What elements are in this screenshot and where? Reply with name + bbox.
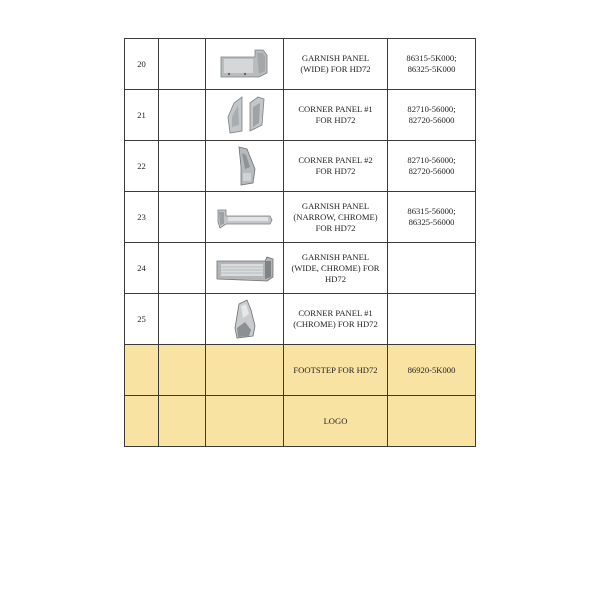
part-image-cell <box>206 192 284 243</box>
row-number <box>125 345 159 396</box>
blank-cell <box>159 396 206 447</box>
garnish-panel-wide-icon <box>215 47 275 81</box>
part-image-cell <box>206 345 284 396</box>
table-row <box>125 243 476 294</box>
row-number: 24 <box>125 243 159 294</box>
table-row <box>125 294 476 345</box>
row-number: 20 <box>125 39 159 90</box>
part-code <box>388 243 476 294</box>
garnish-panel-narrow-chrome-icon <box>214 204 276 230</box>
part-code: 86315-5K000; 86325-5K000 <box>388 39 476 90</box>
blank-cell <box>159 90 206 141</box>
part-code: 82710-56000; 82720-56000 <box>388 90 476 141</box>
part-code: 82710-56000; 82720-56000 <box>388 141 476 192</box>
part-image-cell <box>206 243 284 294</box>
table-row <box>125 90 476 141</box>
part-name: GARNISH PANEL (WIDE, CHROME) FOR HD72 <box>284 243 388 294</box>
part-image-cell <box>206 396 284 447</box>
table-row <box>125 345 476 396</box>
part-name: CORNER PANEL #2 FOR HD72 <box>284 141 388 192</box>
table-row <box>125 141 476 192</box>
blank-cell <box>159 345 206 396</box>
part-code: 86315-56000; 86325-56000 <box>388 192 476 243</box>
row-number: 25 <box>125 294 159 345</box>
table-row <box>125 192 476 243</box>
part-code <box>388 396 476 447</box>
row-number: 21 <box>125 90 159 141</box>
part-name: GARNISH PANEL (NARROW, CHROME) FOR HD72 <box>284 192 388 243</box>
corner-panel-2-icon <box>225 145 265 187</box>
part-image-cell <box>206 294 284 345</box>
row-number: 22 <box>125 141 159 192</box>
part-image-cell <box>206 141 284 192</box>
row-number: 23 <box>125 192 159 243</box>
corner-panel-1-icon <box>220 95 270 135</box>
blank-cell <box>159 39 206 90</box>
garnish-panel-wide-chrome-icon <box>213 253 277 283</box>
blank-cell <box>159 192 206 243</box>
part-name: GARNISH PANEL (WIDE) FOR HD72 <box>284 39 388 90</box>
part-code: 86920-5K000 <box>388 345 476 396</box>
part-name: FOOTSTEP FOR HD72 <box>284 345 388 396</box>
corner-panel-chrome-icon <box>225 298 265 340</box>
blank-cell <box>159 141 206 192</box>
part-name: CORNER PANEL #1 (CHROME) FOR HD72 <box>284 294 388 345</box>
table-row <box>125 396 476 447</box>
blank-cell <box>159 243 206 294</box>
parts-table <box>124 38 476 447</box>
blank-cell <box>159 294 206 345</box>
part-image-cell <box>206 90 284 141</box>
table-row <box>125 39 476 90</box>
part-image-cell <box>206 39 284 90</box>
part-name: CORNER PANEL #1 FOR HD72 <box>284 90 388 141</box>
part-name: LOGO <box>284 396 388 447</box>
row-number <box>125 396 159 447</box>
part-code <box>388 294 476 345</box>
